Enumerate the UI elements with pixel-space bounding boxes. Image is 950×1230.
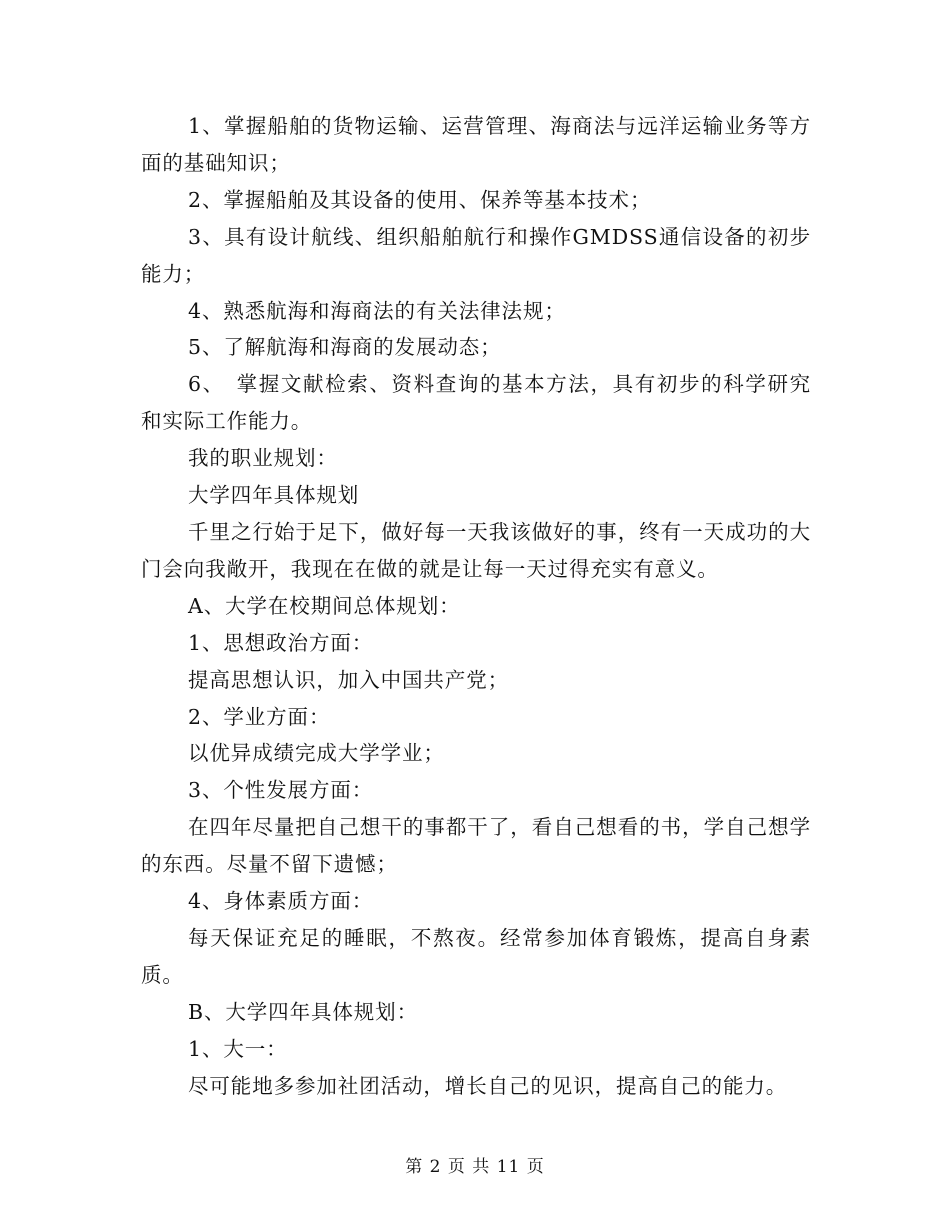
section-heading: 我的职业规划：: [188, 446, 338, 471]
page-footer: [0, 1152, 950, 1177]
subsection-heading: 4、身体素质方面：: [188, 889, 374, 914]
total-pages: 11: [496, 1157, 521, 1177]
paragraph: 每天保证充足的睡眠，不熬夜。经常参加体育锻炼，提高自身素质。: [141, 925, 811, 987]
document-body: [141, 108, 811, 1104]
paragraph: 3、具有设计航线、组织船舶航行和操作GMDSS通信设备的初步能力；: [141, 224, 811, 286]
section-heading: 大学四年具体规划: [188, 483, 360, 508]
page-label-suffix: 页: [526, 1157, 545, 1177]
paragraph: 4、熟悉航海和海商法的有关法律法规；: [188, 298, 566, 323]
paragraph: 6、 掌握文献检索、资料查询的基本方法，具有初步的科学研究和实际工作能力。: [141, 372, 811, 434]
section-heading: A、大学在校期间总体规划：: [188, 593, 461, 618]
subsection-heading: 2、学业方面：: [188, 704, 331, 729]
paragraph: 提高思想认识，加入中国共产党；: [188, 667, 509, 692]
paragraph: 千里之行始于足下，做好每一天我该做好的事，终有一天成功的大门会向我敞开，我现在在做的就是让每一天过得充实有意义。: [141, 519, 811, 581]
paragraph: 5、了解航海和海商的发展动态；: [188, 335, 502, 360]
paragraph: 2、掌握船舶及其设备的使用、保养等基本技术；: [188, 187, 652, 212]
paragraph: 在四年尽量把自己想干的事都干了，看自己想看的书，学自己想学的东西。尽量不留下遗憾；: [141, 815, 811, 877]
paragraph: 1、掌握船舶的货物运输、运营管理、海商法与远洋运输业务等方面的基础知识；: [141, 114, 811, 175]
page-number: 2: [429, 1157, 442, 1177]
paragraph: 尽可能地多参加社团活动，增长自己的见识，提高自己的能力。: [188, 1073, 788, 1098]
page-label-mid: 页 共: [447, 1157, 491, 1177]
section-heading: B、大学四年具体规划：: [188, 999, 418, 1024]
paragraph: 以优异成绩完成大学学业；: [188, 741, 445, 766]
page-label-prefix: 第: [405, 1157, 424, 1177]
subsection-heading: 3、个性发展方面：: [188, 778, 374, 803]
subsection-heading: 1、大一：: [188, 1036, 288, 1061]
subsection-heading: 1、思想政治方面：: [188, 630, 374, 655]
